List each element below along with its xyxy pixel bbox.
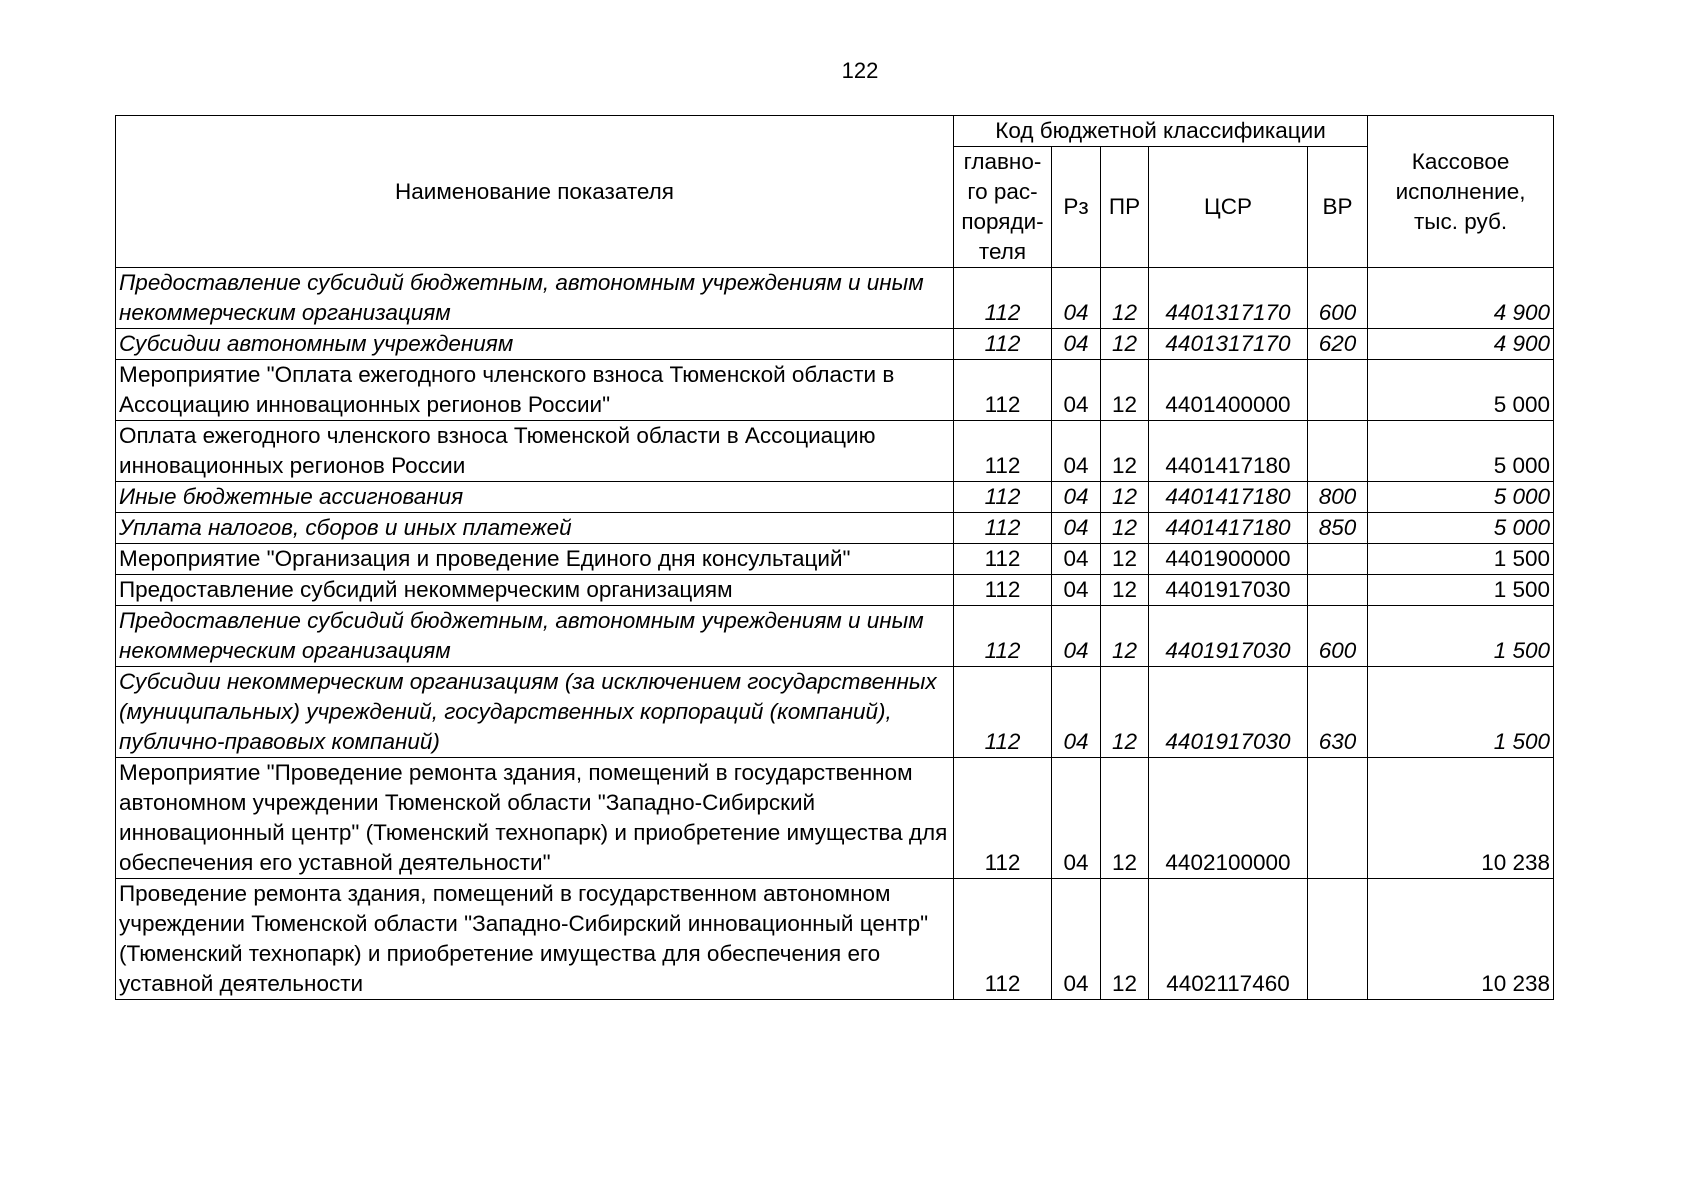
row-pr: 12: [1101, 667, 1149, 758]
header-amount-line: Кассовое: [1411, 148, 1510, 174]
header-classification: Код бюджетной классификации: [954, 116, 1368, 147]
row-amount: 5 000: [1368, 421, 1554, 482]
row-pr: 12: [1101, 606, 1149, 667]
header-main-manager-line: го рас-: [967, 179, 1038, 204]
table-row: [116, 482, 1554, 513]
row-pr: 12: [1101, 879, 1149, 1000]
row-amount: 1 500: [1368, 606, 1554, 667]
row-main-manager: 112: [954, 482, 1052, 513]
row-rz: 04: [1052, 268, 1101, 329]
row-rz: 04: [1052, 606, 1101, 667]
row-csr: 4401417180: [1149, 421, 1308, 482]
header-amount-line: исполнение,: [1395, 178, 1526, 204]
row-amount: 10 238: [1368, 879, 1554, 1000]
row-vr: 620: [1308, 329, 1368, 360]
row-amount: 5 000: [1368, 513, 1554, 544]
row-name: Мероприятие "Проведение ремонта здания, помещений в государственном автономном учреждении Тюменской области "Западно-Сибирский инновационный центр" (Тюменский технопарк) и приобретение имущества для обеспечения его уставной деятельности": [116, 758, 954, 879]
header-main-manager-line: теля: [978, 239, 1027, 264]
row-main-manager: 112: [954, 758, 1052, 879]
row-csr: 4402100000: [1149, 758, 1308, 879]
row-main-manager: 112: [954, 513, 1052, 544]
header-name: Наименование показателя: [116, 116, 954, 268]
row-name: Предоставление субсидий бюджетным, автономным учреждениям и иным некоммерческим организациям: [116, 606, 954, 667]
row-vr: [1308, 758, 1368, 879]
row-rz: 04: [1052, 421, 1101, 482]
row-pr: 12: [1101, 329, 1149, 360]
row-amount: 1 500: [1368, 575, 1554, 606]
row-pr: 12: [1101, 513, 1149, 544]
row-vr: [1308, 421, 1368, 482]
row-vr: 850: [1308, 513, 1368, 544]
header-csr: ЦСР: [1149, 147, 1308, 268]
table-row: [116, 879, 1554, 1000]
row-amount: 4 900: [1368, 268, 1554, 329]
row-csr: 4401917030: [1149, 575, 1308, 606]
header-pr: ПР: [1101, 147, 1149, 268]
row-name: Предоставление субсидий бюджетным, автономным учреждениям и иным некоммерческим организациям: [116, 268, 954, 329]
table-row: [116, 329, 1554, 360]
row-csr: 4402117460: [1149, 879, 1308, 1000]
row-name: Проведение ремонта здания, помещений в государственном автономном учреждении Тюменской области "Западно-Сибирский инновационный центр" (Тюменский технопарк) и приобретение имущества для обеспечения его уставной деятельности: [116, 879, 954, 1000]
row-vr: 600: [1308, 268, 1368, 329]
row-pr: 12: [1101, 544, 1149, 575]
header-amount-line: тыс. руб.: [1413, 208, 1508, 234]
row-csr: 4401317170: [1149, 329, 1308, 360]
row-amount: 4 900: [1368, 329, 1554, 360]
row-csr: 4401900000: [1149, 544, 1308, 575]
table-row: [116, 667, 1554, 758]
row-rz: 04: [1052, 879, 1101, 1000]
row-vr: [1308, 575, 1368, 606]
row-pr: 12: [1101, 421, 1149, 482]
row-pr: 12: [1101, 268, 1149, 329]
row-main-manager: 112: [954, 544, 1052, 575]
row-rz: 04: [1052, 667, 1101, 758]
row-amount: 1 500: [1368, 667, 1554, 758]
row-amount: 5 000: [1368, 360, 1554, 421]
row-main-manager: 112: [954, 421, 1052, 482]
row-csr: 4401400000: [1149, 360, 1308, 421]
row-vr: [1308, 360, 1368, 421]
row-name: Предоставление субсидий некоммерческим организациям: [116, 575, 954, 606]
table-row: [116, 360, 1554, 421]
row-amount: 5 000: [1368, 482, 1554, 513]
row-name: Уплата налогов, сборов и иных платежей: [116, 513, 954, 544]
table-row: [116, 758, 1554, 879]
header-main-manager-line: поряди-: [961, 209, 1044, 234]
row-vr: 600: [1308, 606, 1368, 667]
row-amount: 1 500: [1368, 544, 1554, 575]
row-rz: 04: [1052, 513, 1101, 544]
row-name: Мероприятие "Оплата ежегодного членского взноса Тюменской области в Ассоциацию инновационных регионов России": [116, 360, 954, 421]
row-rz: 04: [1052, 482, 1101, 513]
row-pr: 12: [1101, 482, 1149, 513]
row-pr: 12: [1101, 575, 1149, 606]
table-row: [116, 575, 1554, 606]
row-vr: 800: [1308, 482, 1368, 513]
row-name: Оплата ежегодного членского взноса Тюменской области в Ассоциацию инновационных регионов России: [116, 421, 954, 482]
row-vr: [1308, 879, 1368, 1000]
table-body: [116, 268, 1554, 1000]
row-main-manager: 112: [954, 606, 1052, 667]
row-csr: 4401917030: [1149, 667, 1308, 758]
row-csr: 4401417180: [1149, 513, 1308, 544]
budget-table: [115, 115, 1554, 1000]
page-number: 122: [841, 58, 879, 83]
row-csr: 4401417180: [1149, 482, 1308, 513]
row-rz: 04: [1052, 758, 1101, 879]
header-rz: Рз: [1052, 147, 1101, 268]
row-main-manager: 112: [954, 329, 1052, 360]
row-main-manager: 112: [954, 879, 1052, 1000]
row-main-manager: 112: [954, 575, 1052, 606]
row-main-manager: 112: [954, 667, 1052, 758]
row-rz: 04: [1052, 544, 1101, 575]
row-csr: 4401917030: [1149, 606, 1308, 667]
table-row: [116, 513, 1554, 544]
table-row: [116, 421, 1554, 482]
row-name: Субсидии некоммерческим организациям (за исключением государственных (муниципальных) учреждений, государственных корпораций (компаний), публично-правовых компаний): [116, 667, 954, 758]
row-name: Субсидии автономным учреждениям: [116, 329, 954, 360]
row-rz: 04: [1052, 329, 1101, 360]
table-row: [116, 544, 1554, 575]
row-main-manager: 112: [954, 268, 1052, 329]
header-amount: [1368, 116, 1554, 268]
row-amount: 10 238: [1368, 758, 1554, 879]
row-rz: 04: [1052, 360, 1101, 421]
table-row: [116, 606, 1554, 667]
header-vr: ВР: [1308, 147, 1368, 268]
row-rz: 04: [1052, 575, 1101, 606]
row-name: Иные бюджетные ассигнования: [116, 482, 954, 513]
row-vr: 630: [1308, 667, 1368, 758]
table-row: [116, 268, 1554, 329]
row-vr: [1308, 544, 1368, 575]
row-csr: 4401317170: [1149, 268, 1308, 329]
row-pr: 12: [1101, 758, 1149, 879]
row-pr: 12: [1101, 360, 1149, 421]
row-main-manager: 112: [954, 360, 1052, 421]
header-main-manager: [954, 147, 1052, 268]
row-name: Мероприятие "Организация и проведение Единого дня консультаций": [116, 544, 954, 575]
header-main-manager-line: главно-: [963, 149, 1042, 174]
